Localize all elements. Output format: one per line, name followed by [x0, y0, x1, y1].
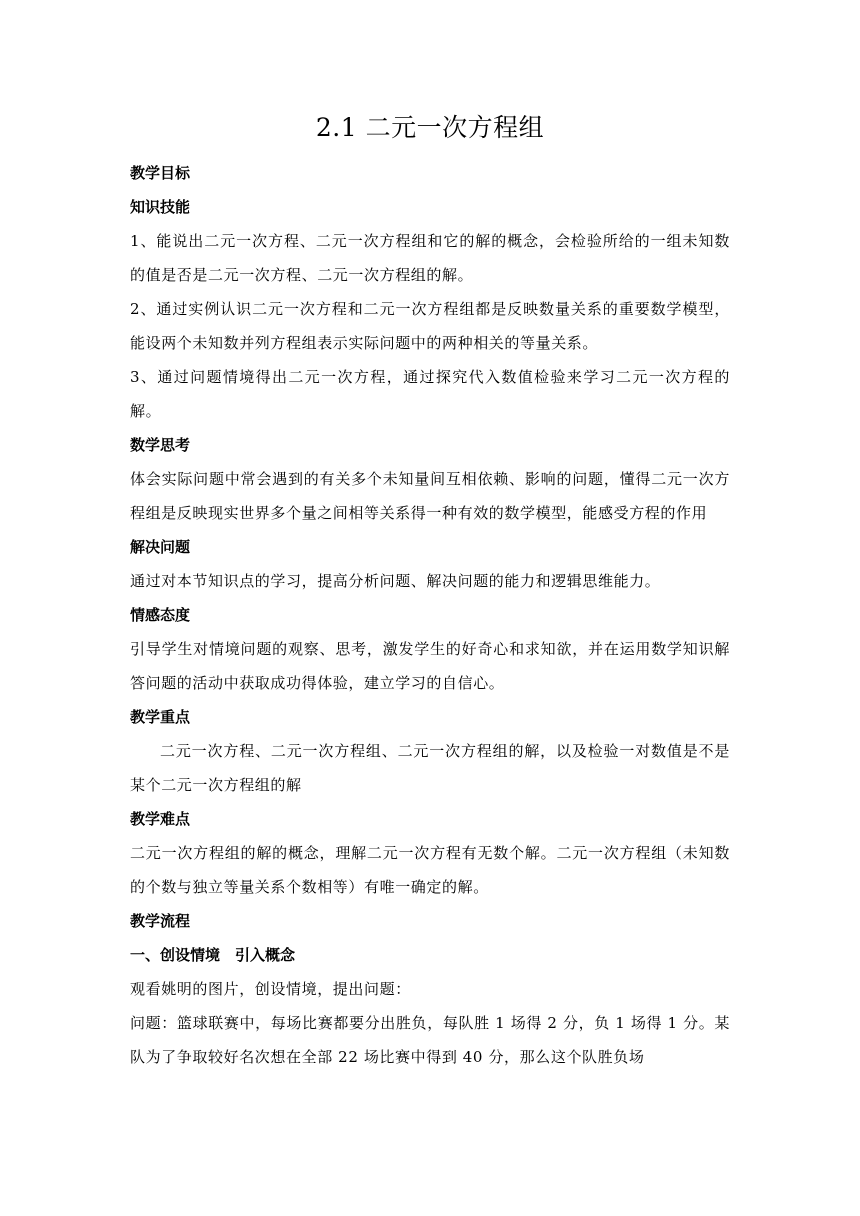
- document-page: [130, 108, 730, 1074]
- paragraph-intro: 观看姚明的图片，创设情境，提出问题：: [130, 980, 411, 998]
- section-heading-difficulties: 教学难点: [130, 810, 191, 828]
- section-heading-teaching-process: 教学流程: [130, 912, 191, 930]
- paragraph-goal-3: 3、通过问题情境得出二元一次方程，通过探究代入数值检验来学习二元一次方程的解。: [130, 368, 730, 420]
- paragraph-math-thinking: 体会实际问题中常会遇到的有关多个未知量间互相依赖、影响的问题，懂得二元一次方程组是反映现实世界多个量之间相等关系得一种有效的数学模型，能感受方程的作用: [130, 470, 730, 522]
- section-heading-attitude: 情感态度: [130, 606, 191, 624]
- document-title: 2.1 二元一次方程组: [315, 113, 545, 142]
- section-heading-key-points: 教学重点: [130, 708, 191, 726]
- section-heading-math-thinking: 数学思考: [130, 436, 191, 454]
- paragraph-key-points: 二元一次方程、二元一次方程组、二元一次方程组的解，以及检验一对数值是不是某个二元一次方程组的解: [130, 742, 730, 794]
- paragraph-attitude: 引导学生对情境问题的观察、思考，激发学生的好奇心和求知欲，并在运用数学知识解答问题的活动中获取成功得体验，建立学习的自信心。: [130, 640, 730, 692]
- section-heading-problem-solving: 解决问题: [130, 538, 191, 556]
- paragraph-goal-2: 2、通过实例认识二元一次方程和二元一次方程组都是反映数量关系的重要数学模型，能设两个未知数并列方程组表示实际问题中的两种相关的等量关系。: [130, 300, 730, 352]
- paragraph-problem: 问题：篮球联赛中，每场比赛都要分出胜负，每队胜 1 场得 2 分，负 1 场得 1 分。某队为了争取较好名次想在全部 22 场比赛中得到 40 分，那么这个队胜负场: [130, 1014, 730, 1066]
- section-heading-step-1: 一、创设情境 引入概念: [130, 946, 296, 964]
- paragraph-difficulties: 二元一次方程组的解的概念，理解二元一次方程有无数个解。二元一次方程组（未知数的个数与独立等量关系个数相等）有唯一确定的解。: [130, 844, 730, 896]
- section-heading-teaching-goals: 教学目标: [130, 164, 191, 182]
- paragraph-problem-solving: 通过对本节知识点的学习，提高分析问题、解决问题的能力和逻辑思维能力。: [130, 572, 661, 590]
- paragraph-goal-1: 1、能说出二元一次方程、二元一次方程组和它的解的概念，会检验所给的一组未知数的值是否是二元一次方程、二元一次方程组的解。: [130, 232, 730, 284]
- section-heading-knowledge-skills: 知识技能: [130, 198, 191, 216]
